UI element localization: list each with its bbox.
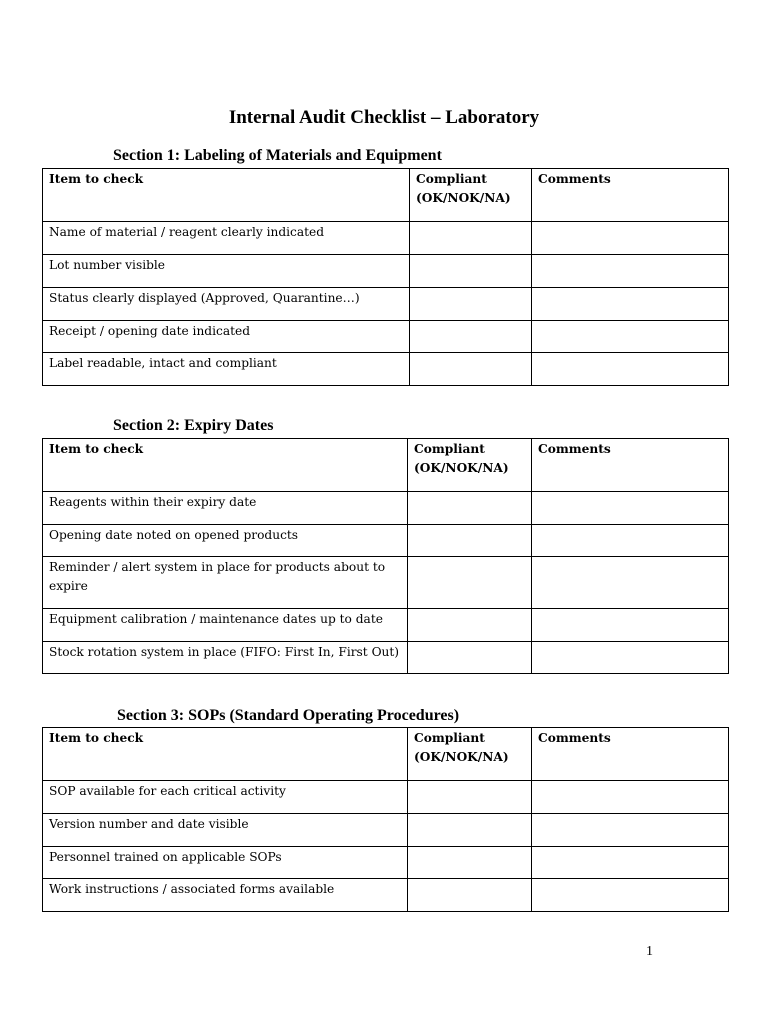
compliant-cell[interactable] [408,492,532,525]
comments-cell[interactable] [532,847,729,879]
comments-column-header: Comments [532,439,729,492]
item-cell: Status clearly displayed (Approved, Quarantine…) [43,288,410,321]
item-column-header: Item to check [43,728,408,781]
comments-cell[interactable] [532,353,729,386]
table-row [43,879,729,912]
section-2-table [42,438,729,674]
item-column-header: Item to check [43,169,410,222]
item-cell: Personnel trained on applicable SOPs [43,847,408,879]
table-row [43,609,729,642]
item-cell: Label readable, intact and compliant [43,353,410,386]
item-cell: Reminder / alert system in place for products about to expire [43,557,408,609]
item-cell: Version number and date visible [43,814,408,847]
compliant-column-header: Compliant (OK/NOK/NA) [408,439,532,492]
comments-cell[interactable] [532,525,729,557]
comments-column-header: Comments [532,728,729,781]
compliant-cell[interactable] [410,321,532,353]
item-cell: Name of material / reagent clearly indicated [43,222,410,255]
compliant-cell[interactable] [408,557,532,609]
item-cell: Lot number visible [43,255,410,288]
comments-cell[interactable] [532,814,729,847]
comments-cell[interactable] [532,879,729,912]
table-row [43,814,729,847]
section-1-title: Section 1: Labeling of Materials and Equipment [113,147,442,164]
item-cell: Work instructions / associated forms available [43,879,408,912]
table-row [43,492,729,525]
table-row [43,222,729,255]
compliant-cell[interactable] [408,847,532,879]
table-row [43,847,729,879]
comments-column-header: Comments [532,169,729,222]
comments-cell[interactable] [532,321,729,353]
section-3-table [42,727,729,912]
table-row [43,255,729,288]
compliant-cell[interactable] [408,609,532,642]
table-row [43,321,729,353]
table-row [43,353,729,386]
compliant-cell[interactable] [408,814,532,847]
table-header-row [43,439,729,492]
table-header-row [43,728,729,781]
item-cell: Opening date noted on opened products [43,525,408,557]
compliant-cell[interactable] [408,879,532,912]
document-title: Internal Audit Checklist – Laboratory [228,107,540,128]
page-number: 1 [646,944,653,959]
table-row [43,642,729,674]
comments-cell[interactable] [532,222,729,255]
item-cell: SOP available for each critical activity [43,781,408,814]
compliant-cell[interactable] [408,642,532,674]
comments-cell[interactable] [532,288,729,321]
item-column-header: Item to check [43,439,408,492]
compliant-cell[interactable] [410,288,532,321]
comments-cell[interactable] [532,609,729,642]
section-3-title: Section 3: SOPs (Standard Operating Procedures) [117,707,460,724]
compliant-column-header: Compliant (OK/NOK/NA) [408,728,532,781]
table-row [43,288,729,321]
table-row [43,525,729,557]
table-header-row [43,169,729,222]
compliant-cell[interactable] [410,255,532,288]
comments-cell[interactable] [532,557,729,609]
comments-cell[interactable] [532,781,729,814]
item-cell: Reagents within their expiry date [43,492,408,525]
comments-cell[interactable] [532,642,729,674]
comments-cell[interactable] [532,255,729,288]
table-row [43,781,729,814]
item-cell: Stock rotation system in place (FIFO: First In, First Out) [43,642,408,674]
compliant-cell[interactable] [410,222,532,255]
compliant-cell[interactable] [408,781,532,814]
compliant-column-header: Compliant (OK/NOK/NA) [410,169,532,222]
section-1-table [42,168,729,386]
item-cell: Equipment calibration / maintenance dates up to date [43,609,408,642]
comments-cell[interactable] [532,492,729,525]
section-2-title: Section 2: Expiry Dates [113,417,274,434]
item-cell: Receipt / opening date indicated [43,321,410,353]
compliant-cell[interactable] [408,525,532,557]
table-row [43,557,729,609]
compliant-cell[interactable] [410,353,532,386]
